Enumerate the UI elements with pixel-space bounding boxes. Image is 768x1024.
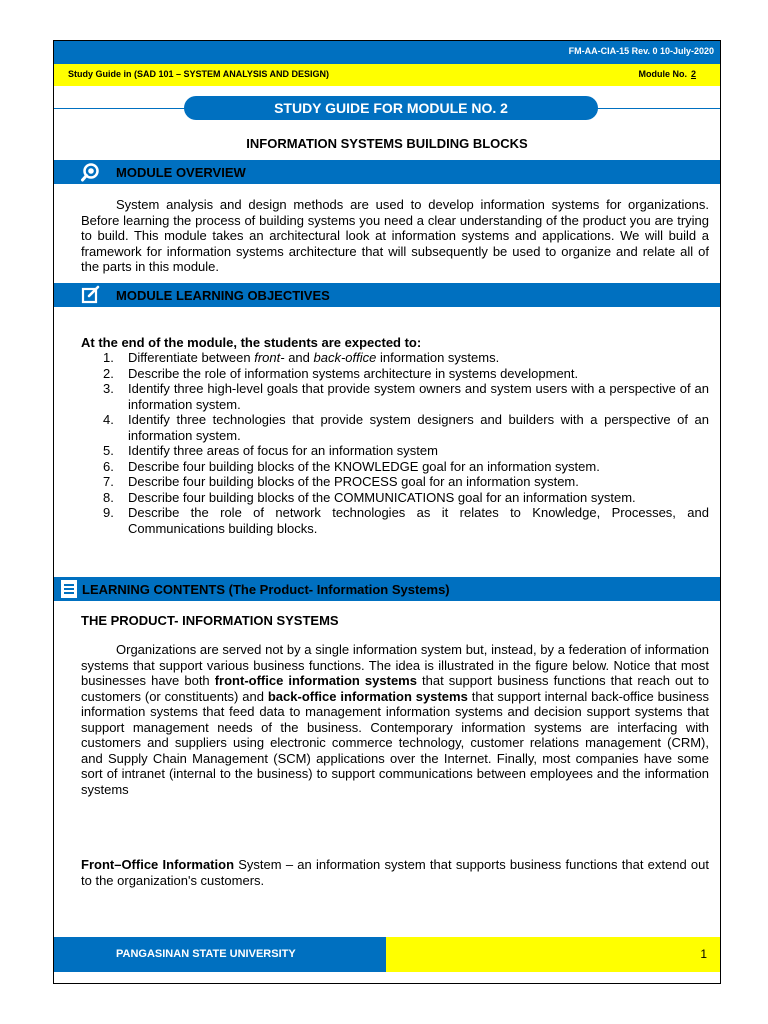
- university-name: PANGASINAN STATE UNIVERSITY: [116, 948, 296, 960]
- objective-item: 4. Identify three technologies that provide system designers and builders with a perspective of an information system.: [103, 412, 709, 443]
- objectives-intro: At the end of the module, the students are expected to:: [81, 335, 422, 350]
- contents-paragraph: Organizations are served not by a single information system but, instead, by a federation of information systems that support various business functions. The idea is illustrated in the figure below. Notice that most businesses have both front-office information systems that support business functions that reach out to customers (or constituents) and back-office information systems that support internal back-office business information systems that feed data to management information systems and decision support systems that support management needs of the business. Contemporary information systems are interfacing with customers and suppliers using electronic commerce technology, customer relations management (CRM), and Supply Chain Management (SCM) applications over the Internet. Finally, most companies have some sort of intranet (internal to the business) to support communications between employees and the information systems: [81, 642, 709, 797]
- objective-item: 5. Identify three areas of focus for an information system: [103, 443, 438, 458]
- objective-item: 7. Describe four building blocks of the PROCESS goal for an information system.: [103, 474, 579, 489]
- objective-item: 8. Describe four building blocks of the COMMUNICATIONS goal for an information system.: [103, 489, 636, 505]
- edit-icon: [81, 285, 101, 305]
- footer-yellow-band: [386, 937, 720, 972]
- document-page: [53, 40, 721, 984]
- form-code: FM-AA-CIA-15 Rev. 0 10-July-2020: [568, 46, 714, 56]
- objective-item: 6. Describe four building blocks of the KNOWLEDGE goal for an information system.: [103, 458, 600, 474]
- course-bar: [54, 64, 720, 86]
- objectives-section-header: [54, 283, 720, 307]
- definition-paragraph: Front–Office Information System – an information system that supports business functions that extend out to the organization's customers.: [81, 857, 709, 888]
- contents-heading: LEARNING CONTENTS (The Product- Information Systems): [82, 582, 450, 597]
- page-title: STUDY GUIDE FOR MODULE NO. 2: [184, 96, 598, 120]
- page-subtitle: INFORMATION SYSTEMS BUILDING BLOCKS: [246, 136, 528, 151]
- footer-blue-band: [54, 937, 386, 972]
- footer: [54, 937, 720, 972]
- overview-text: System analysis and design methods are used to develop information systems for organizations. Before learning the process of building systems you need a clear understanding of the product you are trying to build. This module takes an architectural look at information systems and applications. We will build a framework for information systems architecture that will subsequently be used to organize and relate all of the parts in this module.: [81, 197, 709, 274]
- overview-heading: MODULE OVERVIEW: [116, 165, 246, 180]
- contents-section-title: THE PRODUCT- INFORMATION SYSTEMS: [81, 613, 339, 628]
- module-number: 2: [690, 69, 696, 79]
- module-number-label: Module No. 2: [638, 69, 696, 79]
- overview-section-header: [54, 160, 720, 184]
- objectives-list: [81, 350, 709, 536]
- objective-item: 1. Differentiate between front- and back-office information systems.: [103, 350, 500, 365]
- objective-item: 3. Identify three high-level goals that provide system owners and system users with a perspective of an information system.: [103, 381, 709, 412]
- course-title: Study Guide in (SAD 101 – SYSTEM ANALYSIS AND DESIGN): [68, 69, 330, 79]
- header-bar: [54, 41, 720, 64]
- document-icon: [60, 579, 78, 599]
- contents-section-header: [54, 577, 720, 601]
- objective-item: 9. Describe the role of network technologies as it relates to Knowledge, Processes, and Communications building blocks.: [103, 505, 709, 536]
- page-number: 1: [700, 947, 707, 961]
- objectives-heading: MODULE LEARNING OBJECTIVES: [116, 288, 330, 303]
- objective-item: 2. Describe the role of information systems architecture in systems development.: [103, 365, 579, 381]
- magnifier-icon: [80, 162, 100, 182]
